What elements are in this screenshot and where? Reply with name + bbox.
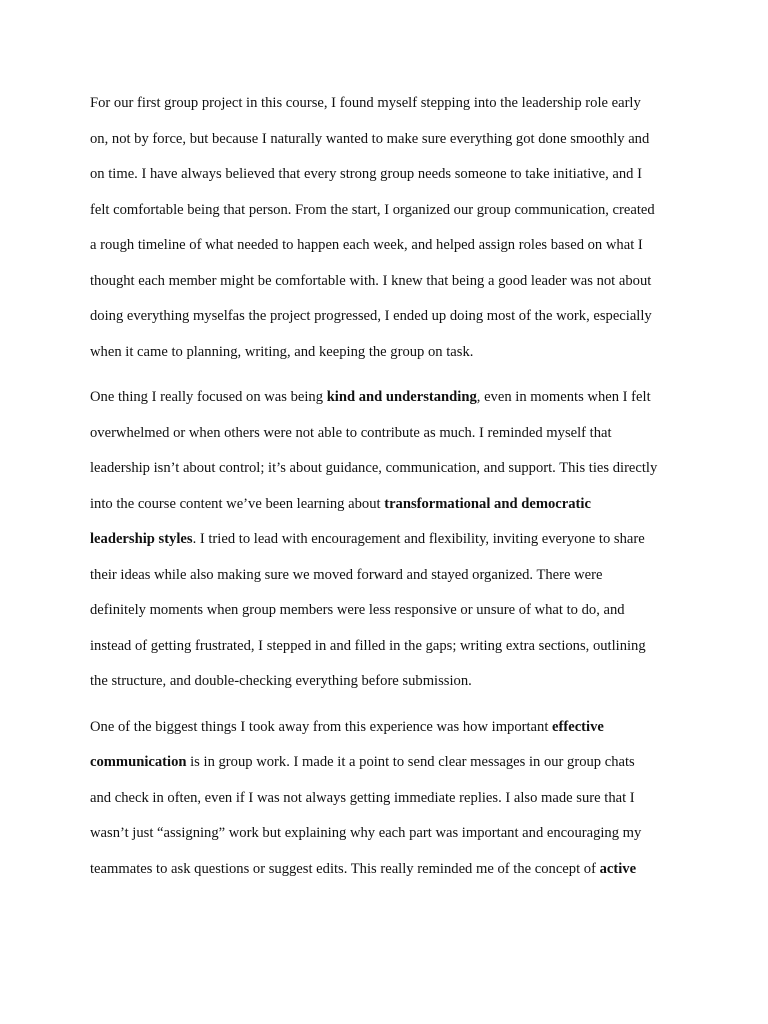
text-line [90,454,690,490]
paragraph-3 [90,713,690,891]
text-run: felt comfortable being that person. From the start, I organized our group communication, created [90,201,655,218]
text-run: their ideas while also making sure we moved forward and stayed organized. There were [90,566,603,583]
text-line [90,819,690,855]
text-line [90,713,690,749]
text-run: is in group work. I made it a point to send clear messages in our group chats [186,754,635,770]
text-line [90,196,690,232]
paragraph-gap [90,703,690,713]
bold-text-run: transformational and democratic [384,495,591,512]
text-line [90,667,690,703]
paragraph-gap [90,373,690,383]
text-run: One thing I really focused on was being [90,389,327,405]
text-run: leadership isn’t about control; it’s about guidance, communication, and support. This ties directly [90,460,658,476]
paragraph-1 [90,89,690,373]
text-line [90,855,690,891]
text-run: For our first group project in this course, I found myself stepping into the leadership role early [90,95,641,111]
text-line [90,267,690,303]
text-line [90,231,690,267]
text-line [90,784,690,820]
bold-text-run: effective [552,718,604,735]
text-run: overwhelmed or when others were not able to contribute as much. I reminded myself that [90,424,612,441]
text-line [90,383,690,419]
text-line [90,419,690,455]
text-run: on, not by force, but because I naturally wanted to make sure everything got done smoothly and [90,130,650,147]
text-run: a rough timeline of what needed to happen each week, and helped assign roles based on what I [90,237,643,253]
text-line [90,561,690,597]
bold-text-run: active [599,860,637,877]
text-run: on time. I have always believed that every strong group needs someone to take initiative, and I [90,166,642,182]
text-run: teammates to ask questions or suggest edits. This really reminded me of the concept of [90,860,600,877]
text-run: instead of getting frustrated, I stepped in and filled in the gaps; writing extra sections, outlining [90,637,646,654]
text-run: the structure, and double-checking everything before submission. [90,673,472,689]
text-line [90,748,690,784]
bold-text-run: communication [90,754,187,770]
bold-text-run: kind and understanding [326,389,477,405]
text-line [90,632,690,668]
text-line [90,525,690,561]
text-run: doing everything myselfas the project progressed, I ended up doing most of the work, especially [90,308,652,324]
text-run: and check in often, even if I was not always getting immediate replies. I also made sure that I [90,789,635,806]
text-line [90,160,690,196]
text-run: . I tried to lead with encouragement and flexibility, inviting everyone to share [192,531,645,547]
text-run: thought each member might be comfortable with. I knew that being a good leader was not about [90,272,652,289]
text-line [90,302,690,338]
text-run: into the course content we’ve been learning about [90,495,385,512]
bold-text-run: leadership styles [90,531,193,547]
text-line [90,125,690,161]
text-run: wasn’t just “assigning” work but explaining why each part was important and encouraging my [90,825,642,841]
text-line [90,89,690,125]
text-line [90,490,690,526]
text-run: when it came to planning, writing, and keeping the group on task. [90,343,474,360]
paragraph-2 [90,383,690,703]
text-line [90,596,690,632]
document-body [90,89,690,890]
text-run: One of the biggest things I took away from this experience was how important [90,718,553,735]
text-line [90,338,690,374]
text-run: definitely moments when group members were less responsive or unsure of what to do, and [90,602,625,618]
text-run: , even in moments when I felt [476,389,651,405]
